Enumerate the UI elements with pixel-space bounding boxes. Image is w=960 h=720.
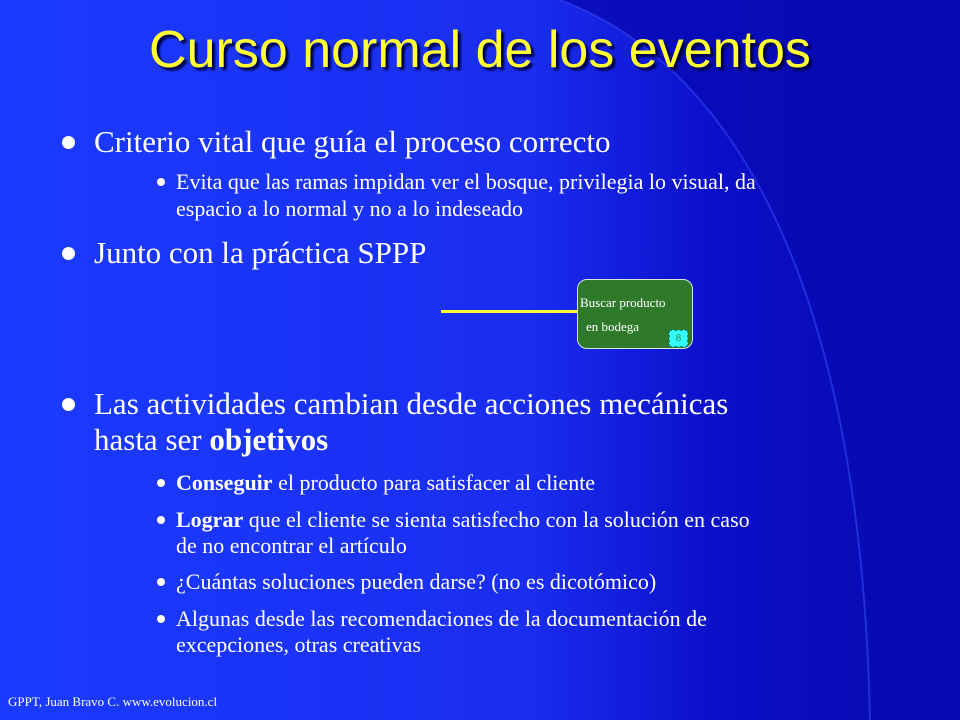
bullet-dot (62, 247, 75, 260)
bullet-actividades-bold: objetivos (209, 422, 329, 457)
bullet-dot (62, 398, 75, 411)
bullet-dot (62, 136, 75, 149)
sub-bullet-conseguir-bold: Conseguir (176, 470, 273, 495)
sub-bullet-evita-line2: espacio a lo normal y no a lo indeseado (176, 196, 524, 221)
bullet-criterio: Criterio vital que guía el proceso correcto (94, 124, 611, 159)
sub-bullet-lograr-line1 (176, 507, 750, 533)
sub-bullet-algunas-line2: excepciones, otras creativas (176, 632, 421, 657)
sub-bullet-algunas-line1: Algunas desde las recomendaciones de la documentación de (176, 606, 707, 631)
slide-footer: GPPT, Juan Bravo C. www.evolucion.cl (8, 694, 218, 709)
bullet-sppp: Junto con la práctica SPPP (94, 235, 427, 270)
bullet-actividades-prefix: hasta ser (94, 422, 210, 457)
activity-node-buscar-producto (577, 279, 693, 349)
sub-bullet-conseguir-rest: el producto para satisfacer al cliente (272, 470, 596, 495)
sub-bullet-dot (157, 578, 165, 586)
sub-bullet-evita-line1: Evita que las ramas impidan ver el bosque, privilegia lo visual, da (176, 169, 756, 194)
sub-bullet-lograr-line2: de no encontrar el artículo (176, 533, 407, 558)
sub-bullet-lograr-rest: que el cliente se sienta satisfecho con la solución en caso (243, 507, 750, 532)
connector-line (441, 310, 579, 313)
sub-bullet-dot (157, 479, 165, 487)
activity-number-badge: 8 (669, 330, 688, 347)
activity-label-line1: Buscar producto (580, 295, 666, 310)
sub-bullet-conseguir (176, 470, 595, 496)
bullet-actividades-line1: Las actividades cambian desde acciones mecánicas (94, 386, 729, 421)
sub-bullet-dot (157, 516, 165, 524)
sub-bullet-dot (157, 178, 165, 186)
sub-bullet-cuantas: ¿Cuántas soluciones pueden darse? (no es dicotómico) (176, 569, 657, 594)
sub-bullet-lograr-bold: Lograr (176, 507, 244, 532)
bullet-actividades-line2 (94, 423, 328, 457)
sub-bullet-dot (157, 615, 165, 623)
slide-title: Curso normal de los eventos (149, 21, 811, 79)
activity-label-line2: en bodega (586, 319, 640, 334)
